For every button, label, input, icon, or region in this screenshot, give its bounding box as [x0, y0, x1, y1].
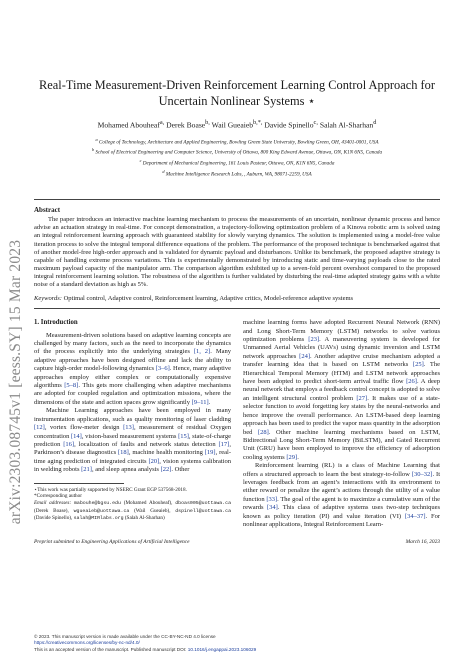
- citation-link[interactable]: [18]: [117, 449, 129, 457]
- footnotes: [34, 487, 231, 524]
- affiliation-line: $^d$ Machine Intelligence Research Labs, , Auburn, WA, 98071-2259, USA: [162, 169, 312, 179]
- citation-link[interactable]: [30–32]: [411, 470, 433, 478]
- citation-link[interactable]: [28]: [257, 428, 269, 436]
- doi-link[interactable]: 10.1016/j.engappai.2023.106029: [187, 646, 257, 652]
- superscript-mark: d: [373, 119, 377, 126]
- citation-link[interactable]: [13]: [123, 424, 134, 432]
- superscript-mark: b: [91, 147, 95, 153]
- preprint-footer: [34, 539, 440, 545]
- affiliation-line: $^b$ School of Electrical Engineering and Computer Science, University of Ottawa, 800 King Edward Avenue, Ottawa, ON, K1N 6N5, Canada: [91, 147, 383, 157]
- citation-link[interactable]: [17]: [218, 440, 230, 448]
- affiliation-list: [34, 136, 440, 180]
- citation-link[interactable]: [34–37]: [404, 512, 426, 520]
- corresponding-author-footnote: *Corresponding author: [34, 493, 82, 500]
- paper-page: [34, 0, 440, 545]
- doi-line: [34, 647, 440, 653]
- doi-prefix: This is an accepted version of the manuscript. Published manuscript DOI:: [34, 646, 188, 652]
- keywords-text: Optimal control, Adaptive control, Reinforcement learning, Adaptive critics, Model-reference adaptive systems: [63, 295, 354, 303]
- email-label: Email addresses:: [34, 499, 74, 506]
- intro-paragraph-2: Machine Learning approaches have been employed in many instrumentation applications, such as quality monitoring of laser cladding [12], vortex flow-meter design [13], measurement of residual Oxygen concentration [14], vision-based measurement systems [15], state-of-charge prediction [16], localization of faults and network status detection [17], Parkinson’s disease diagnostics [18], machine health monitoring [19], real-time aging prediction of integrated circuits [20], vision systems calibration in welding robots [21], and sleep apnea analysis [22]. Other: [34, 407, 232, 474]
- email-address[interactable]: mabouhe@bgsu.edu: [73, 500, 121, 506]
- license-line: © 2023. This manuscript version is made available under the CC-BY-NC-ND 4.0 license: [34, 634, 216, 639]
- keywords-line: [34, 295, 440, 303]
- preprint-journal: Preprint submitted to Engineering Applications of Artificial Intelligence: [34, 539, 190, 546]
- arxiv-id: arXiv:2303.08745v1 [eess.SY] 15 Mar 2023: [7, 239, 25, 525]
- title-footnote-mark: ⋆: [307, 93, 316, 108]
- citation-link[interactable]: [12]: [34, 424, 45, 432]
- email-address[interactable]: dspinell@uottawa.ca: [175, 508, 232, 514]
- funding-footnote: ⋆This work was partially supported by NSERC Grant EGP 537568-2018.: [34, 486, 187, 493]
- title-text: Real-Time Measurement-Driven Reinforcement Learning Control Approach for Uncertain Nonlinear Systems: [39, 78, 435, 108]
- right-column: [243, 319, 440, 529]
- superscript-mark: c,: [313, 119, 318, 126]
- left-column: [34, 319, 231, 529]
- intro-paragraph-4: Reinforcement learning (RL) is a class of Machine Learning that offers a structured approach to learn the best strategy-to-follow [30–32]. It leverages feedback from an agent’s interactions with its environment to either reward or penalize the agent’s actions through the utility of a value function [33]. The goal of the agent is to maximize a cumulative sum of the rewards [34]. This class of adaptive systems uses two-step techniques known as policy iteration (PI) and value iteration (VI) [34–37]. For nonlinear applications, Integral Reinforcement Learn-: [243, 462, 441, 528]
- abstract-top-rule: [34, 199, 440, 200]
- citation-link[interactable]: [24]: [299, 352, 310, 360]
- license-url-link[interactable]: https://creativecommons.org/licenses/by-nc-nd/4.0/: [34, 640, 140, 646]
- keywords-label: Keywords:: [34, 295, 62, 303]
- intro-paragraph-3: machine learning forms have adopted Recurrent Neural Network (RNN) and Long Short-Term Memory (LSTM) networks to solve various optimization problems [23]. A maneuvering system is developed for Unmanned Aerial Vehicles (UAVs) using dynamic inversion and LSTM network approaches [24]. Another adaptive cruise mechanism adopted a transfer learning idea that is based on LSTM networks [25]. The Hierarchical Temporal Memory (HTM) and LSTM network approaches have been adopted to predict short-term arrival traffic flow [26]. A deep neural network that employs a feedback control concept is adopted to solve an intelligent structural control problem [27]. It makes use of a state-selector function to avoid forgetting key states by the neural-networks and hence improve the overall performance. An LSTM-based deep learning approach has been used to predict the vapor mass quantity in the adsorption bed [28]. Other machine learning mechanisms based on LSTM, Bidirectional Long Short-Term Memory (BiLSTM), and Gated Recurrent Unit (GRU) have been employed to improve the efficiency of adsorption cooling systems [29].: [243, 319, 441, 461]
- citation-link[interactable]: [15]: [178, 432, 189, 440]
- citation-link[interactable]: [20]: [148, 457, 160, 465]
- citation-link[interactable]: [1, 2]: [193, 348, 211, 356]
- citation-link[interactable]: [34]: [266, 504, 278, 512]
- superscript-mark: b,: [205, 119, 210, 126]
- superscript-mark: a: [95, 136, 98, 142]
- citation-link[interactable]: [5–8]: [64, 382, 79, 390]
- citation-link[interactable]: [19]: [204, 449, 216, 457]
- affiliation-line: $^c$ Department of Mechanical Engineering, 161 Louis Pasteur, Ottawa, ON, K1N 6N5, Canada: [139, 158, 335, 168]
- abstract-text: The paper introduces an interactive machine learning mechanism to process the measurements of an uncertain, nonlinear dynamic process and hence advise an actuation strategy in real-time. For concept demonstration, a trajectory-following optimization problem of a Kinova robotic arm is solved using an integral reinforcement learning approach with guaranteed stability for slowly varying dynamics. The solution is implemented using a model-free value iteration process to solve the integral temporal difference equations of the problem. The performance of the proposed technique is benchmarked against that of another model-free high-order approach and is validated for dynamic payload and disturbances. Unlike its benchmark, the proposed adaptive strategy is capable of handling extreme process variations. This is experimentally demonstrated by introducing static and time-varying payloads close to the rated maximum payload capacity of the manipulator arm. The comparison algorithm exhibited up to a seven-fold percent overshoot compared to the proposed integral reinforcement learning solution. The robustness of the algorithm is further validated by disturbing the real-time adapted strategy gains with a white noise of a standard deviation as high as 5%.: [34, 216, 440, 289]
- body-columns: [34, 319, 440, 529]
- preprint-date: March 16, 2023: [405, 539, 440, 546]
- citation-link[interactable]: [23]: [308, 336, 320, 344]
- email-address[interactable]: salah@MIRlabs.org: [73, 516, 124, 522]
- abstract-bottom-rule: [34, 308, 440, 309]
- abstract-heading: Abstract: [34, 206, 61, 215]
- email-address[interactable]: dboas005@uottawa.ca: [175, 500, 232, 506]
- citation-link[interactable]: [14]: [71, 432, 82, 440]
- email-footnote: Email addresses: mabouhe@bgsu.edu (Mohamed Abouheaf), dboas005@uottawa.ca (Derek Boase), wgueaieb@uottawa.ca (Wail Gueaieb), dspinell@uottawa.ca (Davide Spinello), salah@MIRlabs.org (Salah Al-Sharhan): [34, 499, 232, 522]
- citation-link[interactable]: [16]: [63, 440, 75, 448]
- superscript-mark: d: [162, 169, 165, 175]
- citation-link[interactable]: [3–6]: [155, 365, 170, 373]
- citation-link[interactable]: [21]: [81, 466, 92, 474]
- citation-link[interactable]: [22]: [160, 466, 172, 474]
- superscript-mark: a,: [159, 119, 165, 126]
- superscript-mark: b,*,: [253, 119, 263, 126]
- citation-link[interactable]: [33]: [266, 495, 278, 503]
- section-heading: 1. Introduction: [34, 319, 78, 327]
- footnote-rule: [34, 483, 124, 484]
- email-address[interactable]: wgueaieb@uottawa.ca: [73, 508, 130, 514]
- paper-title: [34, 78, 440, 109]
- citation-link[interactable]: [29]: [286, 453, 298, 461]
- intro-paragraph-1: Measurement-driven solutions based on adaptive learning concepts are challenged by many factors, such as the need to incorporate the dynamics of the process explicitly into the underlying strategies [1, 2]. Many adaptive approaches have been designed offline and lack the ability to capture high-order model-following dynamics [3–6]. Hence, many adaptive approaches employ either complex or computationally expensive algorithms [5–8]. This gets more challenging when adaptive mechanisms are adopted for coupled regulation and optimization missions, where the dimensions of the state and action spaces grow significantly [9–11].: [34, 331, 231, 406]
- citation-link[interactable]: [27]: [356, 394, 368, 402]
- superscript-mark: c: [139, 158, 142, 164]
- affiliation-line: $^a$ College of Technology, Architecture and Applied Engineering, Bowling Green State University, Bowling Green, OH, 43401-0001, USA: [95, 136, 379, 146]
- author-list: Mohamed Abouheaf$^{a,}$ Derek Boase$^{b,}$ Wail Gueaieb$^{b,*,}$ Davide Spinello$^{c,}$ Salah Al-Sharhan$^d$: [97, 119, 377, 130]
- citation-link[interactable]: [26]: [406, 378, 417, 386]
- arxiv-stamp: [4, 172, 28, 592]
- citation-link[interactable]: [25]: [412, 361, 424, 369]
- citation-link[interactable]: [9–11]: [191, 398, 209, 406]
- license-footer: [34, 634, 440, 653]
